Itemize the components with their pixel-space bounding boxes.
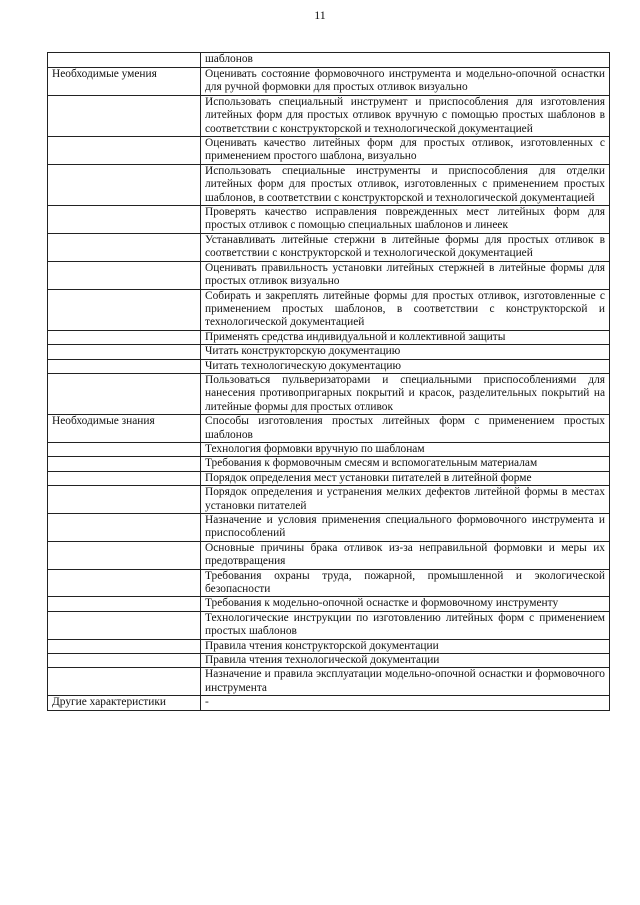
table-row [48, 137, 610, 165]
row-text: Порядок определения мест установки питателей в литейной форме [201, 471, 610, 485]
row-label [48, 486, 201, 514]
row-text: Оценивать состояние формовочного инструмента и модельно-опочной оснастки для ручной формовки для простых отливок визуально [201, 68, 610, 96]
row-label [48, 345, 201, 359]
table-row [48, 330, 610, 344]
table-row [48, 415, 610, 443]
row-text: Технология формовки вручную по шаблонам [201, 442, 610, 456]
row-text: Технологические инструкции по изготовлению литейных форм с применением простых шаблонов [201, 611, 610, 639]
table-row [48, 373, 610, 414]
row-text: Применять средства индивидуальной и коллективной защиты [201, 330, 610, 344]
table-row [48, 442, 610, 456]
row-text: Требования к модельно-опочной оснастке и формовочному инструменту [201, 597, 610, 611]
table-row [48, 668, 610, 696]
row-label [48, 137, 201, 165]
row-label [48, 611, 201, 639]
row-text: Читать конструкторскую документацию [201, 345, 610, 359]
row-label [48, 442, 201, 456]
table-row [48, 233, 610, 261]
row-text: Оценивать качество литейных форм для простых отливок, изготовленных с применением простого шаблона, визуально [201, 137, 610, 165]
table-row [48, 639, 610, 653]
row-label [48, 233, 201, 261]
table-row [48, 68, 610, 96]
row-label [48, 53, 201, 68]
row-label [48, 289, 201, 330]
table-row [48, 261, 610, 289]
row-text: Требования охраны труда, пожарной, промышленной и экологической безопасности [201, 569, 610, 597]
table-row [48, 514, 610, 542]
table-row [48, 696, 610, 710]
row-text: Использовать специальные инструменты и приспособления для отделки литейных форм для простых отливок, изготовленных с применением простых шаблонов, в соответствии с конструкторской и технологической документацией [201, 164, 610, 205]
table-row [48, 457, 610, 471]
table-row [48, 345, 610, 359]
row-label [48, 359, 201, 373]
row-label [48, 330, 201, 344]
row-text: Собирать и закреплять литейные формы для простых отливок, изготовленные с применением простых шаблонов, в соответствии с конструкторской и технологической документацией [201, 289, 610, 330]
table-row [48, 289, 610, 330]
row-label [48, 457, 201, 471]
table-row [48, 53, 610, 68]
table-row [48, 541, 610, 569]
table-row [48, 486, 610, 514]
row-text: шаблонов [201, 53, 610, 68]
row-label [48, 373, 201, 414]
row-label [48, 597, 201, 611]
row-text: Основные причины брака отливок из-за неправильной формовки и меры их предотвращения [201, 541, 610, 569]
row-label [48, 569, 201, 597]
table-row [48, 654, 610, 668]
row-label [48, 261, 201, 289]
table-row [48, 164, 610, 205]
row-text: Назначение и правила эксплуатации модельно-опочной оснастки и формовочного инструмента [201, 668, 610, 696]
row-text: Устанавливать литейные стержни в литейные формы для простых отливок в соответствии с конструкторской и технологической документацией [201, 233, 610, 261]
row-text: Использовать специальный инструмент и приспособления для изготовления литейных форм для простых отливок вручную с помощью простых шаблонов в соответствии с конструкторской и технологической документацией [201, 95, 610, 136]
row-label [48, 164, 201, 205]
row-label [48, 514, 201, 542]
row-text: Пользоваться пульверизаторами и специальными приспособлениями для нанесения противопригарных покрытий и красок, разделительных покрытий на литейные формы для простых отливок [201, 373, 610, 414]
section-label-knowledge: Необходимые знания [48, 415, 201, 443]
row-text: Оценивать правильность установки литейных стержней в литейные формы для простых отливок визуально [201, 261, 610, 289]
row-text: Назначение и условия применения специального формовочного инструмента и приспособлений [201, 514, 610, 542]
row-text: Правила чтения конструкторской документации [201, 639, 610, 653]
table-row [48, 359, 610, 373]
section-label-other: Другие характеристики [48, 696, 201, 710]
page-number: 11 [314, 8, 326, 22]
row-text: Проверять качество исправления поврежденных мест литейных форм для простых отливок с помощью специальных шаблонов и линеек [201, 206, 610, 234]
row-text: - [201, 696, 610, 710]
row-text: Порядок определения и устранения мелких дефектов литейной формы в местах установки питателей [201, 486, 610, 514]
row-label [48, 668, 201, 696]
row-text: Способы изготовления простых литейных форм с применением простых шаблонов [201, 415, 610, 443]
table-row [48, 611, 610, 639]
row-label [48, 206, 201, 234]
row-label [48, 541, 201, 569]
table-row [48, 597, 610, 611]
table-row [48, 569, 610, 597]
row-label [48, 95, 201, 136]
row-text: Требования к формовочным смесям и вспомогательным материалам [201, 457, 610, 471]
row-text: Правила чтения технологической документации [201, 654, 610, 668]
row-text: Читать технологическую документацию [201, 359, 610, 373]
table-row [48, 206, 610, 234]
row-label [48, 654, 201, 668]
table-row [48, 95, 610, 136]
row-label [48, 639, 201, 653]
requirements-table [47, 52, 610, 711]
section-label-skills: Необходимые умения [48, 68, 201, 96]
table-row [48, 471, 610, 485]
row-label [48, 471, 201, 485]
